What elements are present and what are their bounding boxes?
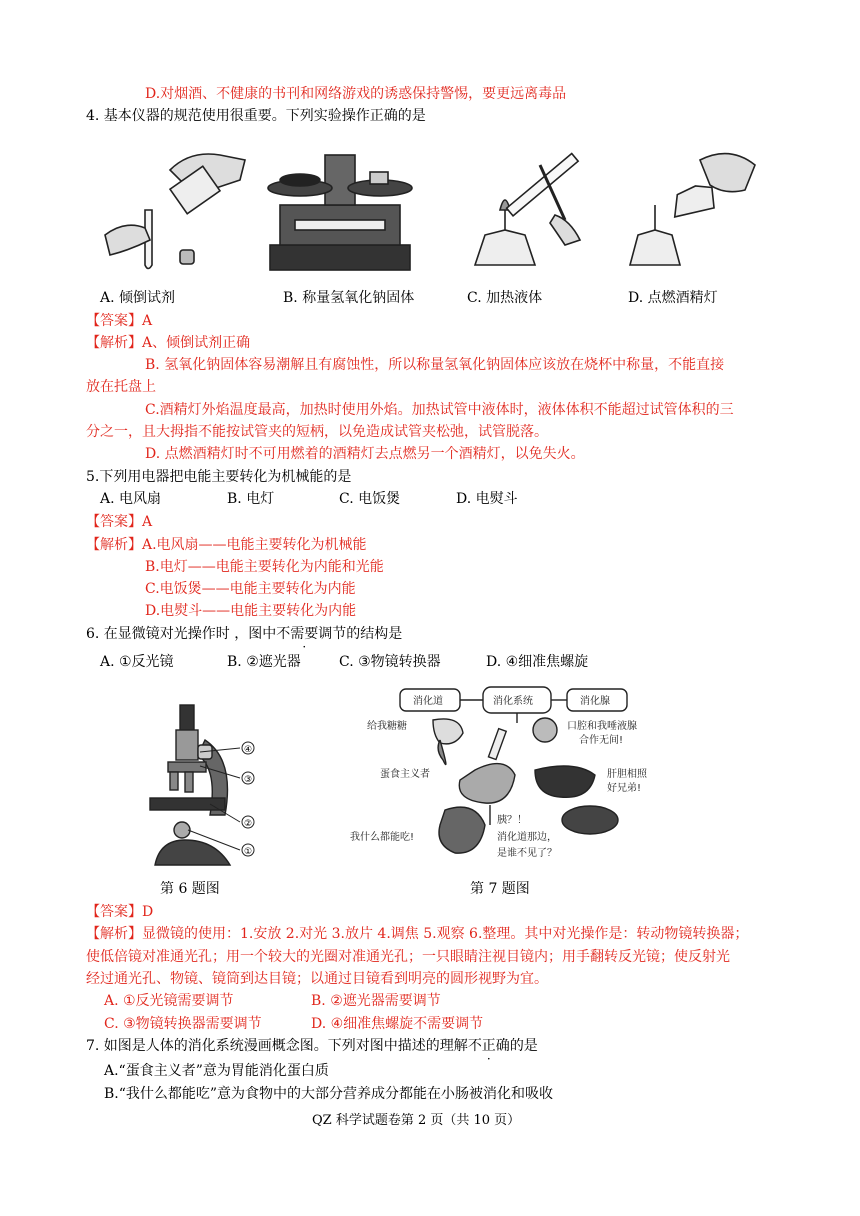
bubble-sugar: 给我糖糖 [367, 721, 407, 732]
pancreas [562, 806, 618, 834]
q4-analysis-c: C.酒精灯外焰温度最高，加热时使用外焰。加热试管中液体时，液体体积不能超过试管体积的三 [145, 402, 734, 418]
fig-balance [265, 150, 415, 275]
q4-analysis-a: 【解析】A、倾倒试剂正确 [86, 335, 251, 351]
micro-label-4: ④ [244, 745, 253, 755]
bubble-missing-2: 是谁不见了？ [497, 848, 557, 859]
stopper [180, 250, 194, 264]
q6-option-d: D. ④细准焦螺旋 [486, 654, 589, 670]
emphasis-dots: 不正确 [467, 1038, 510, 1054]
q4-analysis-b-cont: 放在托盘上 [86, 379, 156, 395]
q4-option-b: B. 称量氢氧化钠固体 [283, 290, 415, 306]
mirror [174, 822, 190, 838]
q4-analysis-b: B. 氢氧化钠固体容易潮解且有腐蚀性，所以称量氢氧化钠固体应该放在烧杯中称量，不能直接 [145, 357, 725, 373]
salivary-gland [533, 718, 557, 742]
stage [150, 798, 225, 810]
q5-stem: 5.下列用电器把电能主要转化为机械能的是 [86, 469, 352, 485]
q5-option-d: D. 电熨斗 [456, 491, 518, 507]
bubble-pancreas: 胰？！ [497, 815, 527, 826]
q4-analysis-c-cont: 分之一，且大拇指不能按试管夹的短柄，以免造成试管夹松弛，试管脱落。 [86, 424, 548, 440]
q5-analysis-d: D.电熨斗——电能主要转化为内能 [145, 603, 357, 619]
q6-analysis-2: 使低倍镜对准通光孔；用一个较大的光圈对准通光孔；一只眼睛注视目镜内；用手翻转反光镜；使反射光 [86, 949, 730, 965]
q5-answer: 【答案】A [86, 514, 153, 530]
box-system: 消化系统 [493, 696, 533, 707]
micro-label-2: ② [244, 819, 253, 829]
hand [550, 215, 580, 245]
q4-option-d: D. 点燃酒精灯 [628, 290, 718, 306]
hand-lower [105, 225, 150, 255]
alcohol-lamp-1 [630, 230, 680, 265]
fig-pour-reagent [100, 140, 250, 275]
q7-option-b: B.“我什么都能吃”意为食物中的大部分营养成分都能在小肠被消化和吸收 [104, 1086, 554, 1102]
bubble-saliva-2: 合作无间! [579, 735, 624, 746]
micro-label-1: ① [244, 847, 253, 857]
stomach [459, 764, 515, 804]
small-intestine [439, 807, 485, 853]
micro-label-3: ③ [244, 775, 253, 785]
q7-option-a: A.“蛋食主义者”意为胃能消化蛋白质 [104, 1063, 329, 1079]
bubble-egg-eater: 蛋食主义者 [380, 769, 430, 780]
q5-analysis-a: 【解析】A.电风扇——电能主要转化为机械能 [86, 537, 367, 553]
q5-analysis-b: B.电灯——电能主要转化为内能和光能 [145, 559, 384, 575]
q6-answer: 【答案】D [86, 904, 154, 920]
q4-option-a: A. 倾倒试剂 [100, 290, 176, 306]
q6-analysis-opt-b: B. ②遮光器需要调节 [311, 993, 441, 1009]
q6-analysis-opt-a: A. ①反光镜需要调节 [104, 993, 234, 1009]
q5-option-a: A. 电风扇 [100, 491, 162, 507]
q5-option-b: B. 电灯 [227, 491, 275, 507]
box-tract: 消化道 [413, 696, 443, 707]
emphasis-dots: 需要 [290, 626, 319, 642]
alcohol-lamp [475, 230, 535, 265]
q6-option-c: C. ③物镜转换器 [339, 654, 441, 670]
q7-stem: 7. 如图是人体的消化系统漫画概念图。下列对图中描述的理解不正确的是 [86, 1038, 538, 1054]
page-footer: QZ 科学试题卷第 2 页（共 10 页） [312, 1113, 521, 1128]
mouth-tongue [433, 719, 463, 744]
bubble-missing-1: 消化道那边， [497, 832, 557, 843]
bubble-liver-1: 肝胆相照 [607, 769, 647, 780]
fig-light-lamp [620, 140, 760, 275]
fig-heat-liquid [460, 145, 600, 275]
nosepiece [168, 762, 206, 772]
lens-barrel [176, 730, 198, 760]
q6-analysis-opt-d: D. ④细准焦螺旋不需要调节 [311, 1016, 484, 1032]
base [155, 840, 230, 865]
eyepiece [180, 705, 194, 733]
fig6-caption: 第 6 题图 [160, 881, 220, 897]
fig-digestive-cartoon [345, 685, 665, 870]
fig-microscope [140, 700, 270, 870]
hand [700, 154, 755, 192]
bubble-saliva-1: 口腔和我唾液腺 [567, 721, 637, 732]
bubble-eat-all: 我什么都能吃! [350, 832, 415, 843]
q3-option-d: D.对烟酒、不健康的书刊和网络游戏的诱惑保持警惕，要更远离毒品 [145, 86, 567, 102]
q6-analysis-opt-c: C. ③物镜转换器需要调节 [104, 1016, 262, 1032]
q6-option-b: B. ②遮光器 [227, 654, 301, 670]
alcohol-lamp-2 [667, 181, 719, 222]
q4-stem: 4. 基本仪器的规范使用很重要。下列实验操作正确的是 [86, 108, 426, 124]
q4-option-c: C. 加热液体 [467, 290, 543, 306]
box-gland: 消化腺 [580, 696, 610, 707]
liver [535, 766, 595, 797]
q6-option-a: A. ①反光镜 [100, 654, 174, 670]
balance-base [270, 245, 410, 270]
q6-analysis-3: 经过通光孔、物镜、镜筒到达目镜；以通过目镜看到明亮的圆形视野为宜。 [86, 971, 548, 987]
q6-analysis-1: 【解析】显微镜的使用：1.安放 2.对光 3.放片 4.调焦 5.观察 6.整理。其中对光操作是：转动物镜转换器； [86, 926, 749, 942]
q5-analysis-c: C.电饭煲——电能主要转化为内能 [145, 581, 356, 597]
test-tube-angled [507, 154, 579, 216]
q6-stem: 6. 在显微镜对光操作时 ，图中不需要调节的结构是 [86, 626, 403, 642]
q4-analysis-d: D. 点燃酒精灯时不可用燃着的酒精灯去点燃另一个酒精灯，以免失火。 [145, 446, 585, 462]
q4-answer: 【答案】A [86, 313, 153, 329]
fig7-caption: 第 7 题图 [470, 881, 530, 897]
bubble-liver-2: 好兄弟! [607, 783, 642, 794]
q5-option-c: C. 电饭煲 [339, 491, 401, 507]
